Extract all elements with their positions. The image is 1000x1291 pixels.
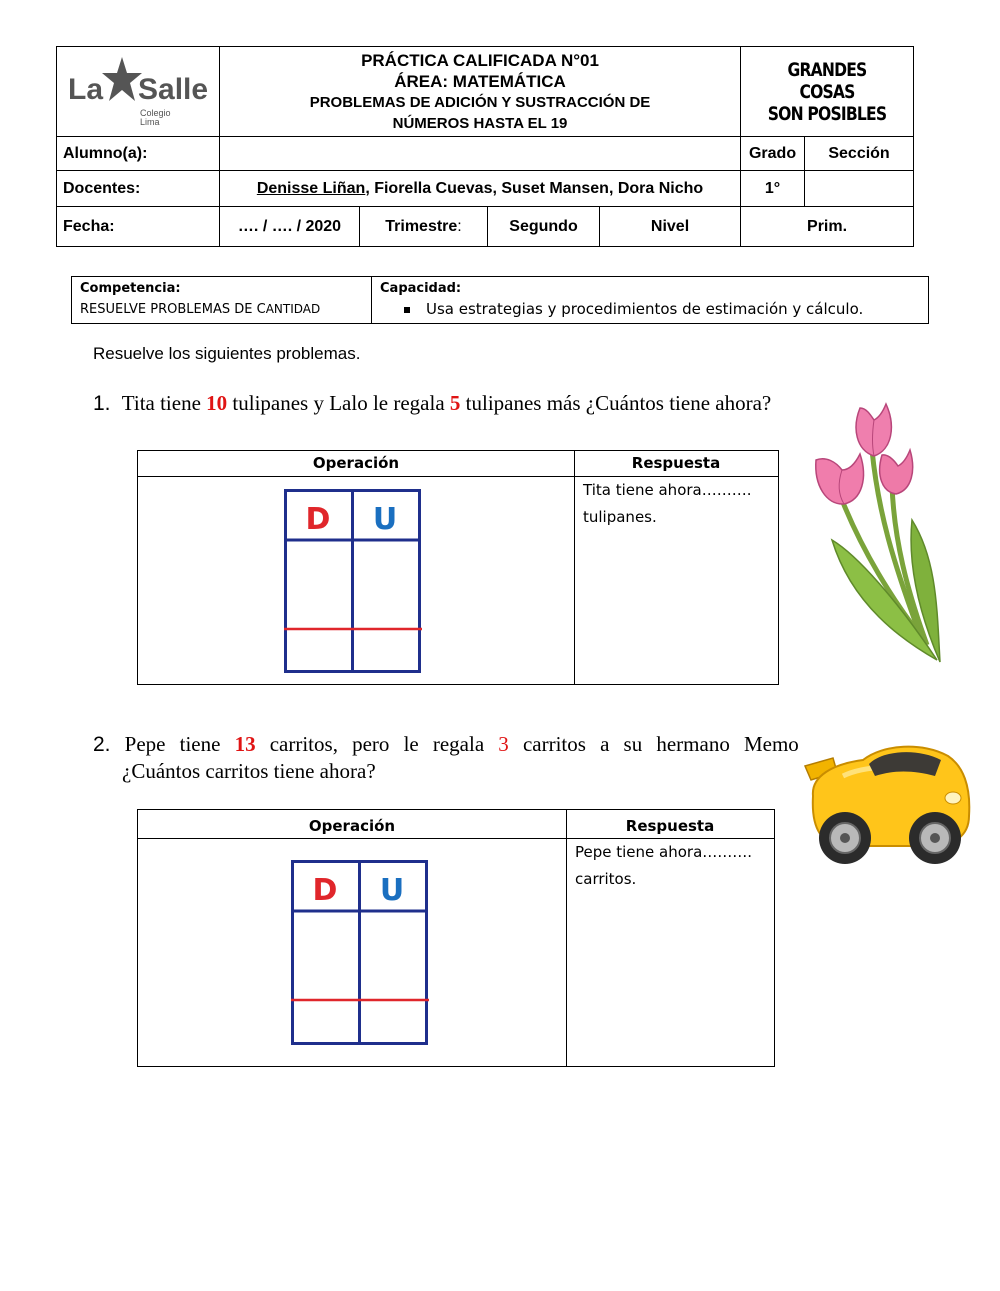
capacidad-cell: [372, 277, 929, 324]
problem-1-value-a: 10: [206, 391, 228, 415]
logo-la-text: La: [68, 72, 104, 106]
seccion-label: Sección: [805, 137, 914, 171]
grado-value: 1°: [741, 171, 805, 207]
problem-1-number: 1.: [93, 392, 111, 415]
problem-2-question: ¿Cuántos carritos tiene ahora?: [122, 759, 376, 783]
docente-lead: Denisse Liñan: [256, 179, 366, 197]
docentes-label: Docentes:: [57, 171, 220, 207]
tulip-flowers-image: [812, 390, 947, 665]
star-icon: [102, 57, 142, 101]
problem-1-answer[interactable]: Tita tiene ahora………. tulipanes.: [583, 481, 752, 526]
la-salle-logo: [68, 57, 208, 127]
problem-1-value-b: 5: [449, 391, 461, 415]
instructions: Resuelve los siguientes problemas.: [93, 344, 361, 363]
logo-colegio: Colegio Lima: [140, 107, 171, 127]
docentes-rest: , Fiorella Cuevas, Suset Mansen, Dora Nicho: [365, 179, 704, 197]
seccion-value[interactable]: [805, 171, 914, 207]
trimestre-value: Segundo: [488, 207, 600, 247]
competencia-cell: [72, 277, 372, 324]
respuesta-header: Respuesta: [631, 454, 721, 472]
logo-salle-text: Salle: [138, 72, 209, 106]
alumno-field[interactable]: [220, 137, 741, 171]
units-label: U: [379, 873, 405, 908]
subtitle-line1: PROBLEMAS DE ADICIÓN Y SUSTRACCIÓN DE: [309, 93, 651, 111]
problem-2-table: [137, 809, 775, 1067]
yellow-toy-car-image: [803, 736, 973, 871]
slogan: GRANDES COSAS SON POSIBLES: [767, 58, 887, 125]
bullet-icon: [404, 307, 410, 313]
trimestre-label: Trimestre:: [360, 207, 488, 247]
page-title: PRÁCTICA CALIFICADA N°01: [361, 50, 599, 70]
problem-2-value-a: 13: [234, 732, 256, 756]
tens-label: D: [312, 873, 338, 908]
subtitle-line2: NÚMEROS HASTA EL 19: [392, 114, 568, 132]
capacidad-item: Usa estrategias y procedimientos de estimación y cálculo.: [380, 299, 920, 319]
nivel-value: Prim.: [741, 207, 914, 247]
operacion-header: Operación: [312, 454, 400, 472]
fecha-label: Fecha:: [57, 207, 220, 247]
place-value-chart-1[interactable]: [284, 489, 424, 675]
grado-label: Grado: [741, 137, 805, 171]
place-value-chart-2[interactable]: [291, 860, 431, 1048]
header-table: [56, 46, 914, 247]
problem-2-answer[interactable]: Pepe tiene ahora………. carritos.: [575, 843, 753, 888]
problem-1-statement: 1. Tita tiene 10 tulipanes y Lalo le regala 5 tulipanes más ¿Cuántos tiene ahora?: [93, 391, 772, 415]
capacidad-label: Capacidad:: [380, 281, 462, 296]
operacion-header: Operación: [308, 817, 396, 835]
nivel-label: Nivel: [600, 207, 741, 247]
respuesta-header: Respuesta: [625, 817, 715, 835]
competencia-label: Competencia:: [80, 281, 181, 296]
units-label: U: [372, 502, 398, 537]
problem-2-value-b: 3: [498, 732, 509, 756]
title-cell: [220, 47, 741, 137]
problem-2-statement: 2. Pepe tiene 13 carritos, pero le regala 3 carritos a su hermano Memo ¿Cuántos carritos tiene ahora?: [93, 732, 799, 783]
alumno-label: Alumno(a):: [57, 137, 220, 171]
problem-1-table: [137, 450, 779, 685]
slogan-cell: [741, 47, 914, 137]
competencia-table: [71, 276, 929, 324]
docentes-names: [220, 171, 741, 207]
competencia-value: RESUELVE PROBLEMAS DE CANTIDAD: [80, 302, 321, 317]
logo-cell: [57, 47, 220, 137]
problem-2-number: 2.: [93, 733, 111, 756]
area-title: ÁREA: MATEMÁTICA: [394, 71, 566, 91]
tens-label: D: [305, 502, 331, 537]
fecha-value[interactable]: …. / …. / 2020: [220, 207, 360, 247]
